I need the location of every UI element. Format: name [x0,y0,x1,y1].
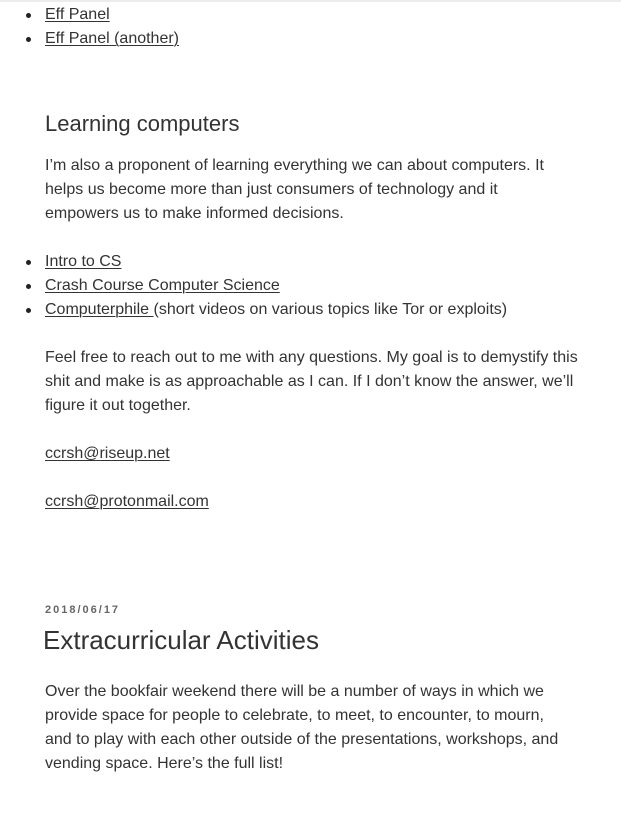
post-body-paragraph: Over the bookfair weekend there will be a number of ways in which we provide space for people to celebrate, to meet, to encounter, to mourn, and to play with each other outside of the presentations, workshops, and vending space. Here’s the full list! [45,683,559,772]
learning-computers-heading: Learning computers [45,111,240,136]
email-paragraph-riseup [45,442,170,466]
computerphile-note: (short videos on various topics like Tor or exploits) [153,301,508,318]
post-date: 2018/06/17 [45,604,121,616]
computerphile-link[interactable]: Computerphile [45,301,154,318]
post-title[interactable]: Extracurricular Activities [43,625,319,655]
reach-out-paragraph: Feel free to reach out to me with any questions. My goal is to demystify this shit and make is as approachable as I can. If I don’t know the answer, we’ll figure it out together. [45,349,578,414]
eff-panel-link[interactable]: Eff Panel [45,6,110,23]
learning-links-list [45,250,507,322]
list-item [45,298,507,322]
email-paragraph-protonmail [45,490,209,514]
list-item [45,274,507,298]
list-item [45,27,179,51]
eff-panel-another-link[interactable]: Eff Panel (another) [45,30,180,47]
learning-intro-paragraph: I’m also a proponent of learning everything we can about computers. It helps us become more than just consumers of technology and it empowers us to make informed decisions. [45,157,544,222]
list-item [45,250,507,274]
riseup-email-link[interactable]: ccrsh@riseup.net [45,445,170,462]
list-item [45,3,179,27]
crash-course-cs-link[interactable]: Crash Course Computer Science [45,277,280,294]
top-divider [0,0,621,2]
eff-links-list [45,3,179,51]
protonmail-email-link[interactable]: ccrsh@protonmail.com [45,493,209,510]
intro-to-cs-link[interactable]: Intro to CS [45,253,122,270]
